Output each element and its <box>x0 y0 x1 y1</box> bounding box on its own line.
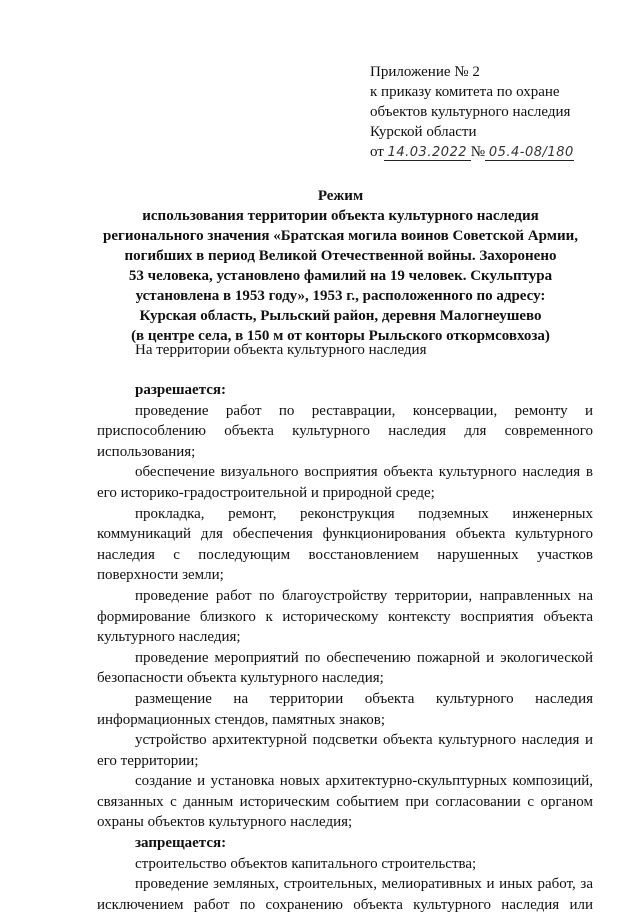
title-line: регионального значения «Братская могила воинов Советской Армии, <box>103 228 578 244</box>
allowed-item: проведение работ по реставрации, консервации, ремонту и приспособлению объекта культурного наследия для современного использования; <box>97 402 593 460</box>
title-line: (в центре села, в 150 м от конторы Рыльского откормсовхоза) <box>131 328 550 344</box>
appendix-committee-line: объектов культурного наследия <box>370 104 571 120</box>
allowed-item: устройство архитектурной подсветки объекта культурного наследия и его территории; <box>97 732 593 769</box>
intro-text: На территории объекта культурного наследия <box>135 342 427 358</box>
allowed-item: проведение мероприятий по обеспечению пожарной и экологической безопасности объекта культурного наследия; <box>97 649 593 687</box>
handwritten-number: 05.4-08/180 <box>488 145 574 160</box>
title-line: 53 человека, установлено фамилий на 19 человек. Скульптура <box>128 268 553 284</box>
title-line: использования территории объекта культурного наследия <box>142 208 539 224</box>
forbidden-heading: запрещается: <box>135 835 227 852</box>
allowed-item: размещение на территории объекта культурного наследия информационных стендов, памятных знаков; <box>97 690 593 728</box>
appendix-block <box>370 62 620 163</box>
allowed-item: создание и установка новых архитектурно-скульптурных композиций, связанных с данным историческим событием при согласовании с органом охраны объектов культурного наследия; <box>97 773 593 831</box>
forbidden-item: проведение земляных, строительных, мелиоративных и иных работ, за исключением работ по сохранению объекта культурного наследия или <box>97 876 593 913</box>
title-heading: Режим <box>317 188 364 204</box>
title-line: установлена в 1953 году», 1953 г., расположенного по адресу: <box>135 288 546 304</box>
from-label: от <box>370 144 384 160</box>
allowed-heading: разрешается: <box>135 382 227 398</box>
appendix-region-line: Курской области <box>370 124 477 140</box>
allowed-item: обеспечение визуального восприятия объекта культурного наследия в его историко-градостроительной и природной среде; <box>97 464 593 501</box>
allowed-item: проведение работ по благоустройству территории, направленных на формирование близкого к историческому контексту восприятия объекта культурного наследия; <box>97 587 593 646</box>
appendix-title: Приложение № 2 <box>370 64 480 80</box>
title-line: погибших в период Великой Отечественной войны. Захоронено <box>124 248 557 264</box>
handwritten-date: 14.03.2022 <box>387 145 468 160</box>
appendix-order-line: к приказу комитета по охране <box>370 84 560 100</box>
document-title <box>88 186 593 346</box>
allowed-item: прокладка, ремонт, реконструкция подземных инженерных коммуникаций для обеспечения функционирования объекта культурного наследия с последующим восстановлением нарушенных участков поверхности земли; <box>97 505 593 584</box>
appendix-date-number-line <box>370 142 620 163</box>
number-label: № <box>470 144 486 160</box>
forbidden-item: строительство объектов капитального строительства; <box>135 855 477 872</box>
title-line: Курская область, Рыльский район, деревня Малогнеушево <box>139 308 542 324</box>
regime-body <box>97 380 593 915</box>
